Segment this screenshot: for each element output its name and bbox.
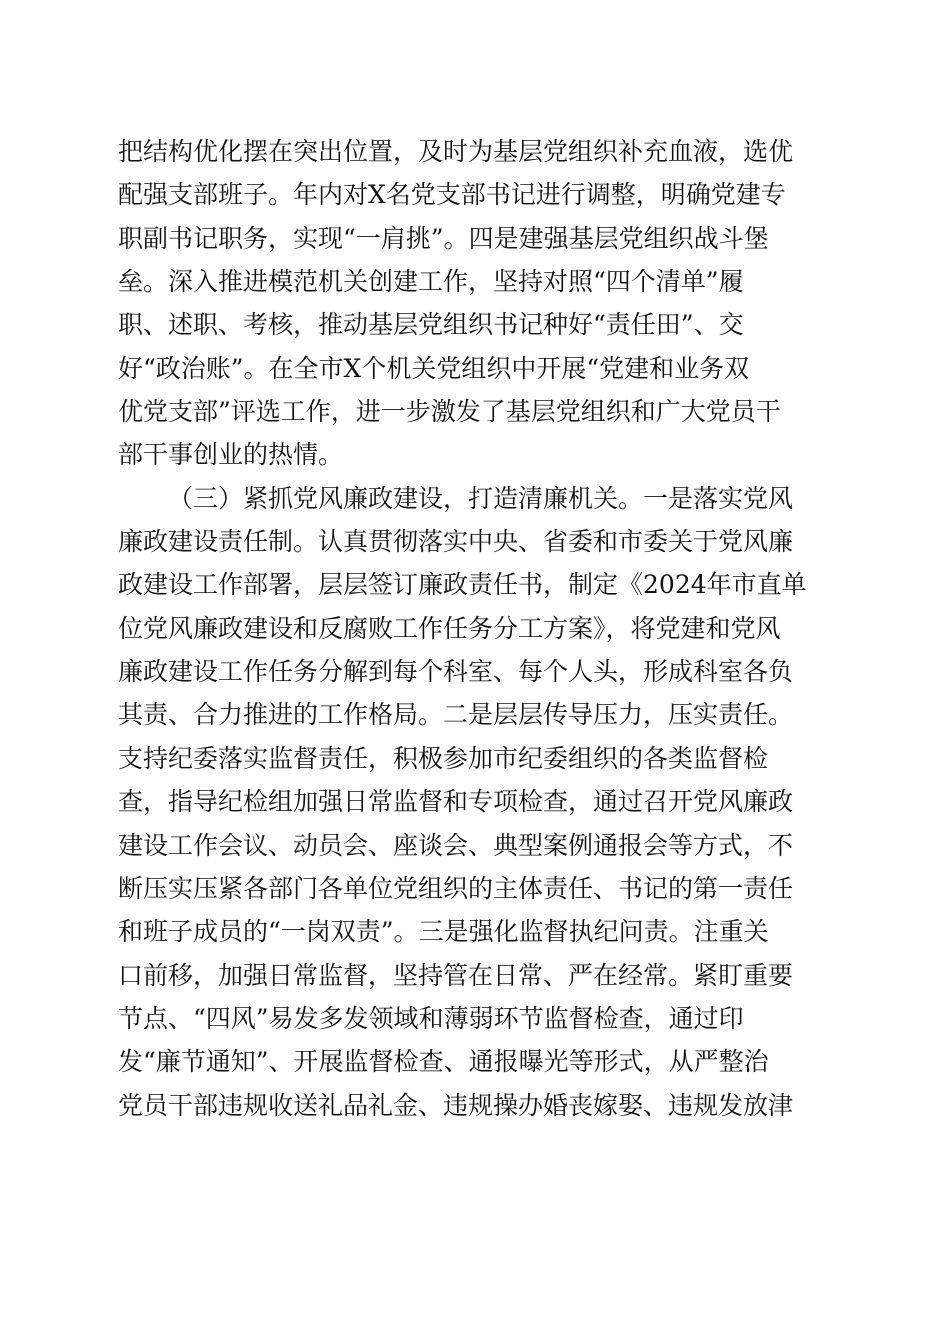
text-line: 好“政治账”。在全市X个机关党组织中开展“党建和业务双 (118, 353, 750, 383)
text-line: 断压实压紧各部门各单位党组织的主体责任、书记的第一责任 (118, 873, 794, 903)
text-line: 口前移，加强日常监督，坚持管在日常、严在经常。紧盯重要 (118, 960, 794, 990)
text-line: 政建设工作部署，层层签订廉政责任书，制定《2024年市直单 (118, 570, 807, 600)
text-line: 位党风廉政建设和反腐败工作任务分工方案》，将党建和党风 (118, 613, 781, 643)
text-line: 职副书记职务，实现“一肩挑”。四是建强基层党组织战斗堡 (118, 223, 769, 253)
text-line: 建设工作会议、动员会、座谈会、典型案例通报会等方式，不 (118, 830, 794, 860)
section-heading-line: （三）紧抓党风廉政建设，打造清廉机关。一是落实党风 (168, 483, 794, 513)
text-line: 支持纪委落实监督责任，积极参加市纪委组织的各类监督检 (118, 743, 769, 773)
text-line: 其责、合力推进的工作格局。二是层层传导压力，压实责任。 (118, 700, 794, 730)
text-line: 职、述职、考核，推动基层党组织书记种好“责任田”、交 (118, 310, 744, 340)
text-line: 配强支部班子。年内对X名党支部书记进行调整，明确党建专 (118, 180, 786, 210)
text-line: 廉政建设工作任务分解到每个科室、每个人头，形成科室各负 (118, 657, 794, 687)
text-line: 节点、“四风”易发多发领域和薄弱环节监督检查，通过印 (118, 1003, 744, 1033)
text-line: 部干事创业的热情。 (118, 440, 344, 470)
text-line: 把结构优化摆在突出位置，及时为基层党组织补充血液，选优 (118, 137, 794, 166)
document-body (118, 130, 818, 1127)
text-line: 优党支部”评选工作，进一步激发了基层党组织和广大党员干 (118, 397, 781, 427)
text-line: 查，指导纪检组加强日常监督和专项检查，通过召开党风廉政 (118, 787, 794, 817)
text-line: 廉政建设责任制。认真贯彻落实中央、省委和市委关于党风廉 (118, 527, 794, 557)
text-line: 发“廉节通知”、开展监督检查、通报曝光等形式，从严整治 (118, 1047, 769, 1077)
text-line: 和班子成员的“一岗双责”。三是强化监督执纪问责。注重关 (118, 917, 769, 947)
text-line: 党员干部违规收送礼品礼金、违规操办婚丧嫁娶、违规发放津 (118, 1090, 794, 1120)
text-line: 垒。深入推进模范机关创建工作，坚持对照“四个清单”履 (118, 267, 744, 297)
